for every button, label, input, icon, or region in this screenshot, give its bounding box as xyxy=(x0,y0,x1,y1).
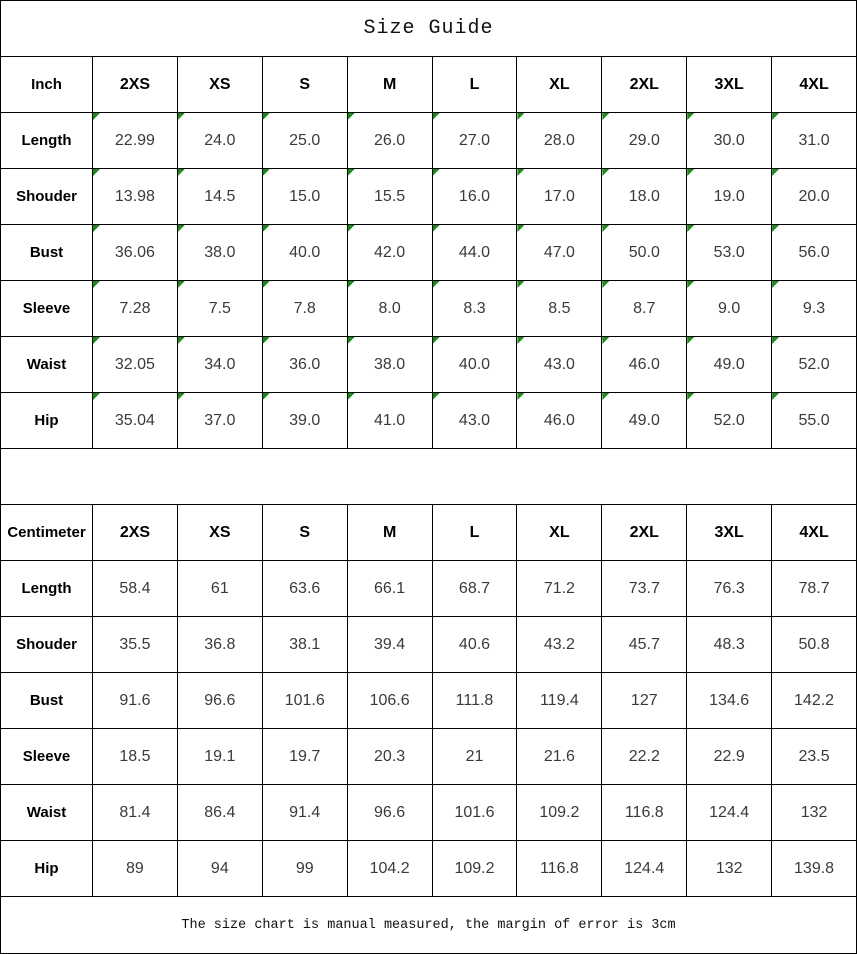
value-cell: 8.5 xyxy=(517,281,602,337)
value-cell: 8.3 xyxy=(433,281,518,337)
value-cell: 9.0 xyxy=(687,281,772,337)
size-header-cell: 2XS xyxy=(93,505,178,561)
centimeter-size-table xyxy=(1,505,857,897)
footer-note xyxy=(1,897,857,954)
value-cell: 106.6 xyxy=(348,673,433,729)
size-header-cell: S xyxy=(263,57,348,113)
row-label-cell: Hip xyxy=(1,393,93,449)
value-cell: 15.0 xyxy=(263,169,348,225)
value-cell: 142.2 xyxy=(772,673,857,729)
cell-error-triangle-icon xyxy=(93,337,100,344)
value-cell: 41.0 xyxy=(348,393,433,449)
size-header-cell: 4XL xyxy=(772,505,857,561)
cell-error-triangle-icon xyxy=(602,113,609,120)
value-cell: 14.5 xyxy=(178,169,263,225)
value-cell: 22.2 xyxy=(602,729,687,785)
cell-error-triangle-icon xyxy=(602,225,609,232)
size-header-cell: M xyxy=(348,57,433,113)
value-cell: 43.2 xyxy=(517,617,602,673)
value-cell: 43.0 xyxy=(433,393,518,449)
cell-error-triangle-icon xyxy=(517,113,524,120)
value-cell: 58.4 xyxy=(93,561,178,617)
value-cell: 8.0 xyxy=(348,281,433,337)
value-cell: 50.8 xyxy=(772,617,857,673)
cell-error-triangle-icon xyxy=(687,225,694,232)
value-cell: 25.0 xyxy=(263,113,348,169)
size-header-cell: XS xyxy=(178,505,263,561)
value-cell: 109.2 xyxy=(433,841,518,897)
cell-error-triangle-icon xyxy=(433,337,440,344)
value-cell: 38.0 xyxy=(178,225,263,281)
value-cell: 42.0 xyxy=(348,225,433,281)
cell-error-triangle-icon xyxy=(772,281,779,288)
value-cell: 73.7 xyxy=(602,561,687,617)
cell-error-triangle-icon xyxy=(263,169,270,176)
value-cell: 43.0 xyxy=(517,337,602,393)
row-label-cell: Bust xyxy=(1,673,93,729)
cell-error-triangle-icon xyxy=(687,337,694,344)
value-cell: 116.8 xyxy=(602,785,687,841)
cell-error-triangle-icon xyxy=(433,281,440,288)
value-cell: 19.7 xyxy=(263,729,348,785)
cell-error-triangle-icon xyxy=(602,169,609,176)
value-cell: 89 xyxy=(93,841,178,897)
value-cell: 81.4 xyxy=(93,785,178,841)
value-cell: 61 xyxy=(178,561,263,617)
value-cell: 17.0 xyxy=(517,169,602,225)
value-cell: 38.0 xyxy=(348,337,433,393)
cell-error-triangle-icon xyxy=(433,393,440,400)
cell-error-triangle-icon xyxy=(517,281,524,288)
value-cell: 28.0 xyxy=(517,113,602,169)
cell-error-triangle-icon xyxy=(263,225,270,232)
cell-error-triangle-icon xyxy=(517,225,524,232)
row-label-cell: Sleeve xyxy=(1,729,93,785)
row-label-cell: Shouder xyxy=(1,169,93,225)
cell-error-triangle-icon xyxy=(348,113,355,120)
cell-error-triangle-icon xyxy=(178,113,185,120)
value-cell: 39.0 xyxy=(263,393,348,449)
row-label-cell: Waist xyxy=(1,337,93,393)
value-cell: 29.0 xyxy=(602,113,687,169)
cell-error-triangle-icon xyxy=(433,225,440,232)
table-gap-row xyxy=(1,449,857,505)
value-cell: 71.2 xyxy=(517,561,602,617)
size-header-cell: L xyxy=(433,57,518,113)
value-cell: 91.6 xyxy=(93,673,178,729)
value-cell: 86.4 xyxy=(178,785,263,841)
size-header-cell: M xyxy=(348,505,433,561)
cell-error-triangle-icon xyxy=(772,169,779,176)
value-cell: 20.0 xyxy=(772,169,857,225)
size-header-cell: XL xyxy=(517,57,602,113)
row-label-cell: Waist xyxy=(1,785,93,841)
page-title xyxy=(1,1,857,57)
cell-error-triangle-icon xyxy=(263,337,270,344)
unit-header-cell: Centimeter xyxy=(1,505,93,561)
value-cell: 21 xyxy=(433,729,518,785)
value-cell: 35.04 xyxy=(93,393,178,449)
size-header-cell: 2XL xyxy=(602,57,687,113)
value-cell: 37.0 xyxy=(178,393,263,449)
cell-error-triangle-icon xyxy=(687,281,694,288)
value-cell: 76.3 xyxy=(687,561,772,617)
row-label-cell: Shouder xyxy=(1,617,93,673)
value-cell: 55.0 xyxy=(772,393,857,449)
value-cell: 40.6 xyxy=(433,617,518,673)
size-header-cell: L xyxy=(433,505,518,561)
value-cell: 35.5 xyxy=(93,617,178,673)
cell-error-triangle-icon xyxy=(772,393,779,400)
value-cell: 134.6 xyxy=(687,673,772,729)
value-cell: 99 xyxy=(263,841,348,897)
cell-error-triangle-icon xyxy=(348,393,355,400)
value-cell: 101.6 xyxy=(433,785,518,841)
value-cell: 24.0 xyxy=(178,113,263,169)
value-cell: 47.0 xyxy=(517,225,602,281)
size-header-cell: 3XL xyxy=(687,57,772,113)
cell-error-triangle-icon xyxy=(772,225,779,232)
value-cell: 46.0 xyxy=(602,337,687,393)
value-cell: 46.0 xyxy=(517,393,602,449)
value-cell: 66.1 xyxy=(348,561,433,617)
value-cell: 19.0 xyxy=(687,169,772,225)
value-cell: 53.0 xyxy=(687,225,772,281)
value-cell: 26.0 xyxy=(348,113,433,169)
cell-error-triangle-icon xyxy=(178,337,185,344)
cell-error-triangle-icon xyxy=(687,113,694,120)
value-cell: 15.5 xyxy=(348,169,433,225)
value-cell: 27.0 xyxy=(433,113,518,169)
value-cell: 49.0 xyxy=(687,337,772,393)
value-cell: 31.0 xyxy=(772,113,857,169)
cell-error-triangle-icon xyxy=(93,393,100,400)
size-header-cell: 2XS xyxy=(93,57,178,113)
value-cell: 49.0 xyxy=(602,393,687,449)
value-cell: 91.4 xyxy=(263,785,348,841)
value-cell: 119.4 xyxy=(517,673,602,729)
value-cell: 96.6 xyxy=(348,785,433,841)
value-cell: 38.1 xyxy=(263,617,348,673)
value-cell: 39.4 xyxy=(348,617,433,673)
value-cell: 101.6 xyxy=(263,673,348,729)
value-cell: 18.5 xyxy=(93,729,178,785)
cell-error-triangle-icon xyxy=(772,113,779,120)
value-cell: 13.98 xyxy=(93,169,178,225)
value-cell: 9.3 xyxy=(772,281,857,337)
inch-size-table xyxy=(1,57,857,449)
cell-error-triangle-icon xyxy=(348,225,355,232)
value-cell: 116.8 xyxy=(517,841,602,897)
cell-error-triangle-icon xyxy=(93,113,100,120)
cell-error-triangle-icon xyxy=(348,337,355,344)
value-cell: 109.2 xyxy=(517,785,602,841)
value-cell: 104.2 xyxy=(348,841,433,897)
cell-error-triangle-icon xyxy=(517,393,524,400)
value-cell: 18.0 xyxy=(602,169,687,225)
value-cell: 7.8 xyxy=(263,281,348,337)
cell-error-triangle-icon xyxy=(348,281,355,288)
value-cell: 36.06 xyxy=(93,225,178,281)
row-label-cell: Length xyxy=(1,561,93,617)
value-cell: 94 xyxy=(178,841,263,897)
value-cell: 111.8 xyxy=(433,673,518,729)
row-label-cell: Length xyxy=(1,113,93,169)
value-cell: 45.7 xyxy=(602,617,687,673)
value-cell: 32.05 xyxy=(93,337,178,393)
row-label-cell: Sleeve xyxy=(1,281,93,337)
cell-error-triangle-icon xyxy=(687,169,694,176)
value-cell: 63.6 xyxy=(263,561,348,617)
value-cell: 44.0 xyxy=(433,225,518,281)
cell-error-triangle-icon xyxy=(772,337,779,344)
cell-error-triangle-icon xyxy=(178,393,185,400)
value-cell: 21.6 xyxy=(517,729,602,785)
cell-error-triangle-icon xyxy=(93,281,100,288)
value-cell: 7.5 xyxy=(178,281,263,337)
value-cell: 22.9 xyxy=(687,729,772,785)
cell-error-triangle-icon xyxy=(178,281,185,288)
value-cell: 52.0 xyxy=(687,393,772,449)
unit-header-cell: Inch xyxy=(1,57,93,113)
value-cell: 127 xyxy=(602,673,687,729)
size-header-cell: XS xyxy=(178,57,263,113)
value-cell: 56.0 xyxy=(772,225,857,281)
size-header-cell: 2XL xyxy=(602,505,687,561)
value-cell: 8.7 xyxy=(602,281,687,337)
value-cell: 68.7 xyxy=(433,561,518,617)
size-header-cell: 4XL xyxy=(772,57,857,113)
cell-error-triangle-icon xyxy=(517,169,524,176)
page-title-text: Size Guide xyxy=(363,17,494,40)
cell-error-triangle-icon xyxy=(433,169,440,176)
value-cell: 124.4 xyxy=(602,841,687,897)
value-cell: 30.0 xyxy=(687,113,772,169)
value-cell: 40.0 xyxy=(433,337,518,393)
size-header-cell: 3XL xyxy=(687,505,772,561)
value-cell: 139.8 xyxy=(772,841,857,897)
cell-error-triangle-icon xyxy=(602,281,609,288)
cell-error-triangle-icon xyxy=(263,393,270,400)
value-cell: 22.99 xyxy=(93,113,178,169)
size-header-cell: XL xyxy=(517,505,602,561)
cell-error-triangle-icon xyxy=(517,337,524,344)
value-cell: 132 xyxy=(772,785,857,841)
value-cell: 7.28 xyxy=(93,281,178,337)
value-cell: 124.4 xyxy=(687,785,772,841)
footer-note-text: The size chart is manual measured, the margin of error is 3cm xyxy=(181,917,676,933)
value-cell: 19.1 xyxy=(178,729,263,785)
cell-error-triangle-icon xyxy=(433,113,440,120)
cell-error-triangle-icon xyxy=(263,113,270,120)
cell-error-triangle-icon xyxy=(178,225,185,232)
value-cell: 78.7 xyxy=(772,561,857,617)
cell-error-triangle-icon xyxy=(263,281,270,288)
cell-error-triangle-icon xyxy=(687,393,694,400)
row-label-cell: Hip xyxy=(1,841,93,897)
cell-error-triangle-icon xyxy=(348,169,355,176)
value-cell: 34.0 xyxy=(178,337,263,393)
value-cell: 48.3 xyxy=(687,617,772,673)
value-cell: 96.6 xyxy=(178,673,263,729)
value-cell: 16.0 xyxy=(433,169,518,225)
cell-error-triangle-icon xyxy=(93,225,100,232)
size-header-cell: S xyxy=(263,505,348,561)
value-cell: 36.0 xyxy=(263,337,348,393)
value-cell: 36.8 xyxy=(178,617,263,673)
value-cell: 50.0 xyxy=(602,225,687,281)
cell-error-triangle-icon xyxy=(602,337,609,344)
value-cell: 23.5 xyxy=(772,729,857,785)
value-cell: 52.0 xyxy=(772,337,857,393)
value-cell: 40.0 xyxy=(263,225,348,281)
cell-error-triangle-icon xyxy=(602,393,609,400)
cell-error-triangle-icon xyxy=(178,169,185,176)
cell-error-triangle-icon xyxy=(93,169,100,176)
row-label-cell: Bust xyxy=(1,225,93,281)
value-cell: 132 xyxy=(687,841,772,897)
value-cell: 20.3 xyxy=(348,729,433,785)
